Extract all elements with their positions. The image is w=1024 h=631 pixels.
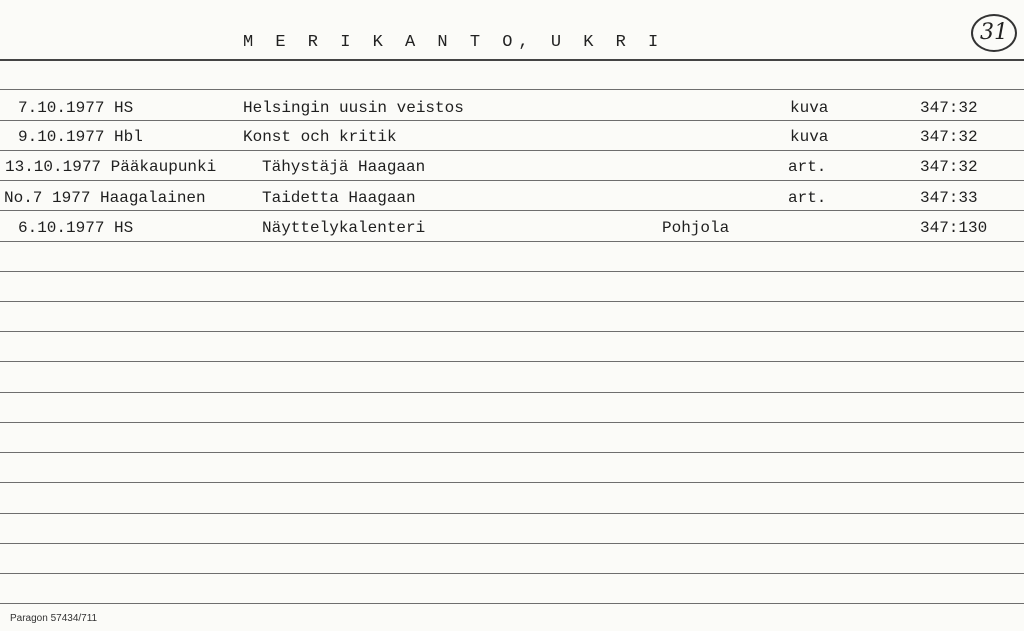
ruled-line [0,361,1024,362]
ruled-line [0,150,1024,151]
ruled-line [0,573,1024,574]
ruled-line [0,331,1024,332]
ruled-line [0,543,1024,544]
entry-date-source: 9.10.1977 Hbl [18,128,143,146]
ruled-line [0,513,1024,514]
entry-code: 347:33 [920,189,978,207]
entry-title: Helsingin uusin veistos [243,99,464,117]
entry-type: kuva [790,128,829,146]
entry-title: Taidetta Haagaan [262,189,416,207]
entry-code: 347:32 [920,158,978,176]
entry-type: kuva [790,99,829,117]
ruled-line [0,301,1024,302]
ruled-line [0,271,1024,272]
entry-date-source: No.7 1977 Haagalainen [4,189,206,207]
entry-code: 347:32 [920,99,978,117]
card-title: M E R I K A N T O, U K R I [243,33,665,52]
entry-date-source: 6.10.1977 HS [18,219,134,237]
ruled-line [0,392,1024,393]
entry-type: art. [788,158,827,176]
entry-row [0,156,1024,180]
entry-row [0,126,1024,150]
entry-date-source: 13.10.1977 Pääkaupunki [5,158,217,176]
entry-code: 347:32 [920,128,978,146]
ruled-line [0,482,1024,483]
footer-print-code: Paragon 57434/711 [10,613,98,624]
header-rule [0,59,1024,61]
entry-date-source: 7.10.1977 HS [18,99,134,117]
ruled-line [0,180,1024,181]
entry-title: Tähystäjä Haagaan [262,158,426,176]
ruled-line [0,452,1024,453]
ruled-line [0,89,1024,90]
entry-code: 347:130 [920,219,988,237]
entry-title: Näyttelykalenteri [262,219,426,237]
entry-row [0,217,1024,241]
entry-title: Konst och kritik [243,128,397,146]
entry-row [0,97,1024,121]
card-number-circled: 31 [971,14,1017,52]
ruled-line [0,241,1024,242]
ruled-line [0,422,1024,423]
entry-type: art. [788,189,827,207]
entry-publication: Pohjola [662,219,730,237]
ruled-line [0,603,1024,604]
entry-row [0,187,1024,211]
